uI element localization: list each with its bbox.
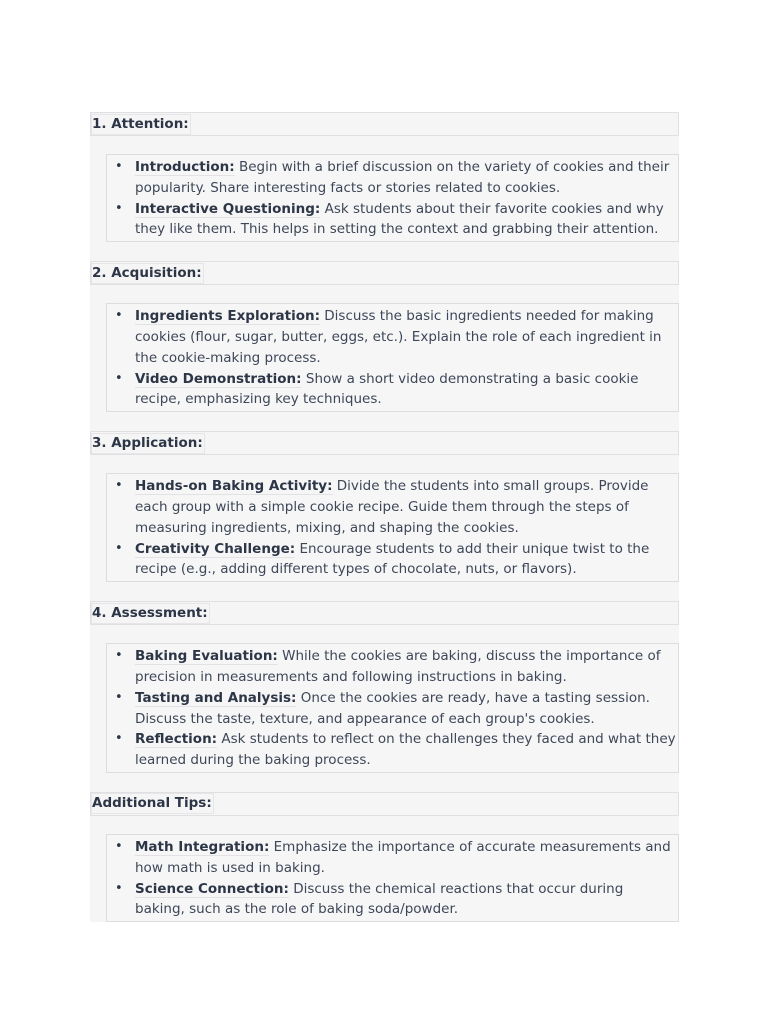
bullet-list [106,303,679,412]
item-term: Reflection: [135,731,218,748]
bullet-list [106,473,679,582]
item-text: Discuss the basic ingredients needed for making cookies (flour, sugar, butter, eggs, etc.). Explain the role of each ingredient in the cookie-making process. [135,308,662,366]
list-item [107,369,678,411]
list-item [107,879,678,921]
item-text: Begin with a brief discussion on the variety of cookies and their popularity. Share interesting facts or stories related to cookies. [135,159,670,196]
list-item [107,306,678,368]
item-term: Introduction: [135,159,235,175]
section-application [90,431,679,601]
lesson-plan-document [90,112,679,922]
section-acquisition [90,261,679,431]
item-term: Baking Evaluation: [135,648,278,665]
item-term: Math Integration: [135,838,270,855]
list-item [107,729,678,771]
section-heading: 2. Acquisition: [90,261,679,285]
item-text: Emphasize the importance of accurate measurements and how math is used in baking. [135,838,671,876]
list-item [107,646,678,688]
item-text: Discuss the chemical reactions that occur during baking, such as the role of baking soda/powder. [135,880,624,918]
bullet-list [106,154,679,242]
section-heading: 1. Attention: [90,112,679,136]
list-item [107,688,678,730]
item-term: Ingredients Exploration: [135,308,320,325]
item-term: Interactive Questioning: [135,200,321,217]
item-text: Once the cookies are ready, have a tasting session. Discuss the taste, texture, and appearance of each group's cookies. [135,689,650,727]
list-item [107,476,678,538]
item-term: Hands-on Baking Activity: [135,478,333,495]
section-heading: 3. Application: [90,431,679,455]
item-term: Tasting and Analysis: [135,689,297,706]
list-item [107,157,678,199]
item-text: Show a short video demonstrating a basic cookie recipe, emphasizing key techniques. [135,370,639,408]
bullet-list [106,834,679,922]
item-text: While the cookies are baking, discuss the importance of precision in measurements and following instructions in baking. [135,648,661,685]
section-heading: 4. Assessment: [90,601,679,625]
section-assessment [90,601,679,792]
section-additional-tips [90,792,679,922]
list-item [107,837,678,879]
item-term: Creativity Challenge: [135,540,296,557]
list-item [107,539,678,581]
section-heading: Additional Tips: [90,792,679,816]
item-text: Ask students about their favorite cookies and why they like them. This helps in setting the context and grabbing their attention. [135,200,664,238]
bullet-list [106,643,679,773]
list-item [107,199,678,241]
item-text: Encourage students to add their unique twist to the recipe (e.g., adding different types of chocolate, nuts, or flavors). [135,540,650,578]
item-text: Ask students to reflect on the challenges they faced and what they learned during the baking process. [135,731,676,769]
item-term: Science Connection: [135,880,289,897]
section-attention [90,112,679,261]
item-term: Video Demonstration: [135,370,302,387]
item-text: Divide the students into small groups. Provide each group with a simple cookie recipe. Guide them through the steps of measuring ingredients, mixing, and shaping the cookies. [135,478,649,536]
